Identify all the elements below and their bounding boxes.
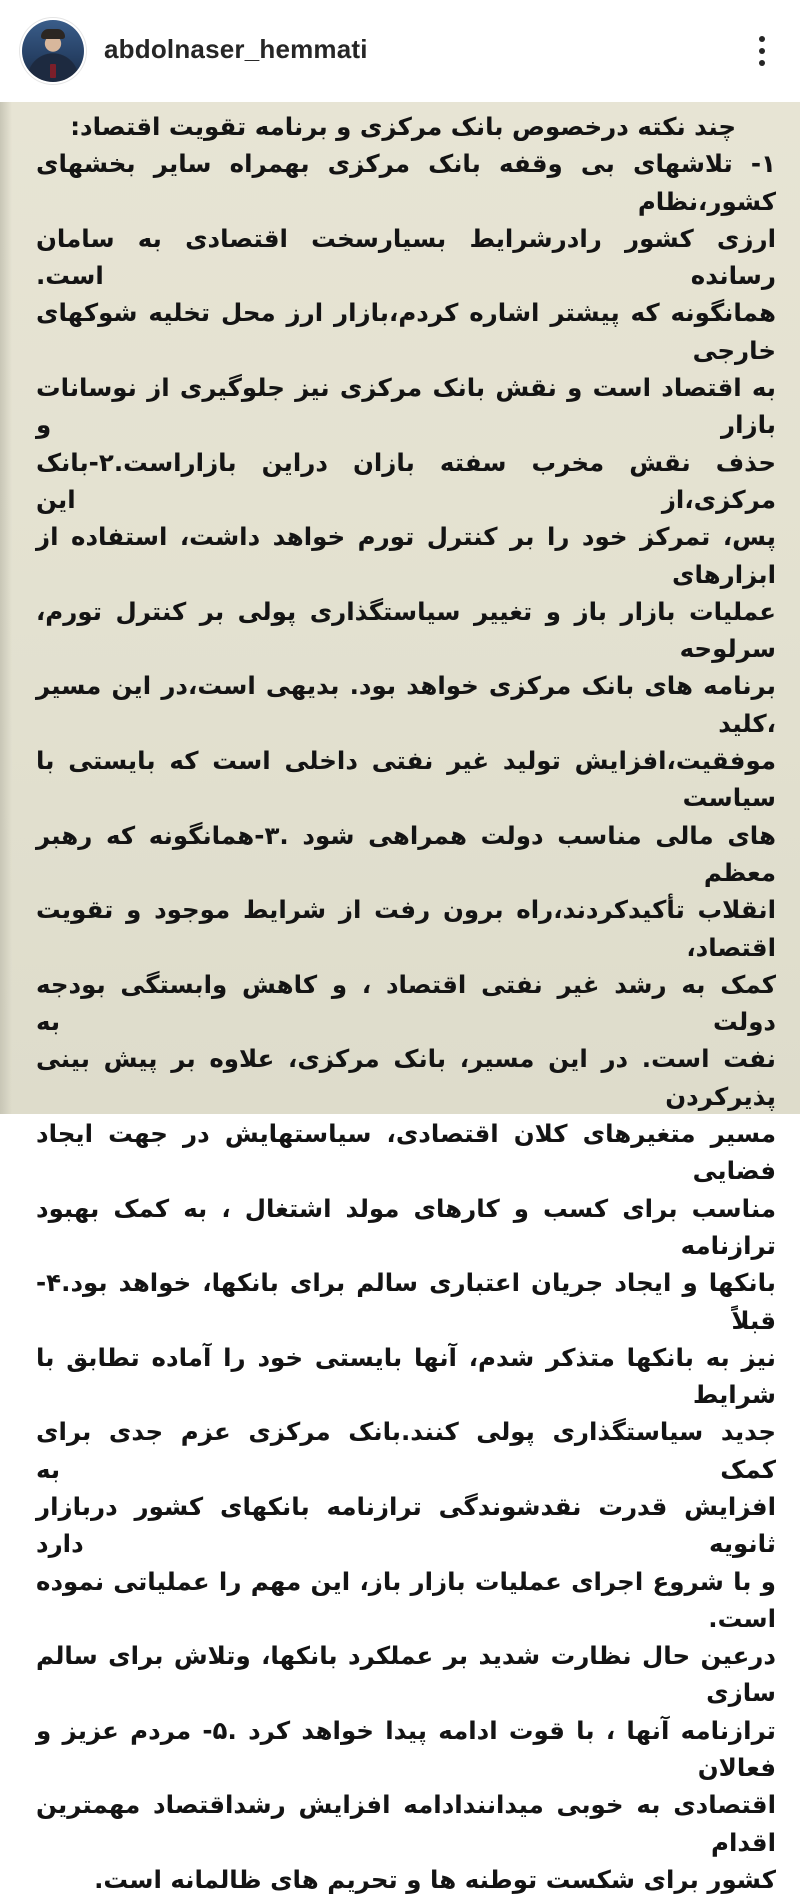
post-header xyxy=(0,0,800,102)
post-image xyxy=(0,102,800,1894)
text-line: ارزی کشور رادرشرایط بسیارسخت اقتصادی به سامان رسانده است. xyxy=(36,223,776,291)
text-line: ۱- تلاشهای بی وقفه بانک مرکزی بهمراه سایر بخشهای کشور،نظام xyxy=(36,149,776,216)
text-line: نفت است. در این مسیر، بانک مرکزی، علاوه بر پیش بینی پذیرکردن xyxy=(36,1044,776,1111)
text-line: به اقتصاد است و نقش بانک مرکزی نیز جلوگیری از نوسانات بازار و xyxy=(36,373,776,440)
post-text xyxy=(36,108,776,1898)
avatar[interactable] xyxy=(22,20,84,82)
avatar-tie xyxy=(50,64,56,78)
text-line: مسیر متغیرهای کلان اقتصادی، سیاستهایش در جهت ایجاد فضایی xyxy=(36,1119,776,1186)
username-link[interactable]: abdolnaser_hemmati xyxy=(104,34,368,64)
text-line: کشور برای شکست توطنه ها و تحریم های ظالمانه است. xyxy=(94,1864,776,1894)
text-line: ترازنامه آنها ، با قوت ادامه پیدا خواهد کرد .۵- مردم عزیز و فعالان xyxy=(36,1715,777,1783)
text-line: برنامه های بانک مرکزی خواهد بود. بدیهی است،در این مسیر ،کلید xyxy=(36,671,776,738)
avatar-hair xyxy=(41,29,65,39)
text-line: چند نکته درخصوص بانک مرکزی و برنامه تقویت اقتصاد: xyxy=(70,112,736,141)
text-line: پس، تمرکز خود را بر کنترل تورم خواهد داشت، استفاده از ابزارهای xyxy=(36,522,776,589)
text-line: کمک به رشد غیر نفتی اقتصاد ، و کاهش وابستگی بودجه دولت به xyxy=(36,969,776,1037)
text-line: جدید سیاستگذاری پولی کنند.بانک مرکزی عزم جدی برای کمک به xyxy=(36,1417,776,1484)
text-line: همانگونه که پیشتر اشاره کردم،بازار ارز محل تخلیه شوکهای خارجی xyxy=(36,298,776,365)
text-line: حذف نقش مخرب سفته بازان دراین بازاراست.۲-بانک مرکزی،از این xyxy=(36,447,776,514)
dot xyxy=(759,48,765,54)
text-line: و با شروع اجرای عملیات بازار باز، این مهم را عملیاتی نموده است. xyxy=(36,1566,776,1633)
text-line: اقتصادی به خوبی میدانندادامه افزایش رشداقتصاد مهمترین اقدام xyxy=(36,1790,776,1857)
more-vertical-icon[interactable] xyxy=(752,30,772,72)
text-line: عملیات بازار باز و تغییر سیاستگذاری پولی بر کنترل تورم، سرلوحه xyxy=(36,596,776,664)
text-line: انقلاب تأکیدکردند،راه برون رفت از شرایط موجود و تقویت اقتصاد، xyxy=(36,895,776,962)
dot xyxy=(759,36,765,42)
dot xyxy=(759,60,765,66)
text-line: مناسب برای کسب و کارهای مولد اشتغال ، به کمک بهبود ترازنامه xyxy=(36,1193,776,1260)
text-line: بانکها و ایجاد جریان اعتباری سالم برای بانکها، خواهد بود.۴- قبلاً xyxy=(36,1268,776,1335)
text-line: های مالی مناسب دولت همراهی شود .۳-همانگونه که رهبر معظم xyxy=(36,820,776,887)
text-line: افزایش قدرت نقدشوندگی ترازنامه بانکهای کشور دربازار ثانویه دارد xyxy=(36,1491,776,1559)
text-line: نیز به بانکها متذکر شدم، آنها بایستی خود را آماده تطابق با شرایط xyxy=(36,1342,776,1410)
text-line: موفقیت،افزایش تولید غیر نفتی داخلی است که بایستی با سیاست xyxy=(36,746,776,813)
text-line: درعین حال نظارت شدید بر عملکرد بانکها، وتلاش برای سالم سازی xyxy=(36,1641,776,1708)
